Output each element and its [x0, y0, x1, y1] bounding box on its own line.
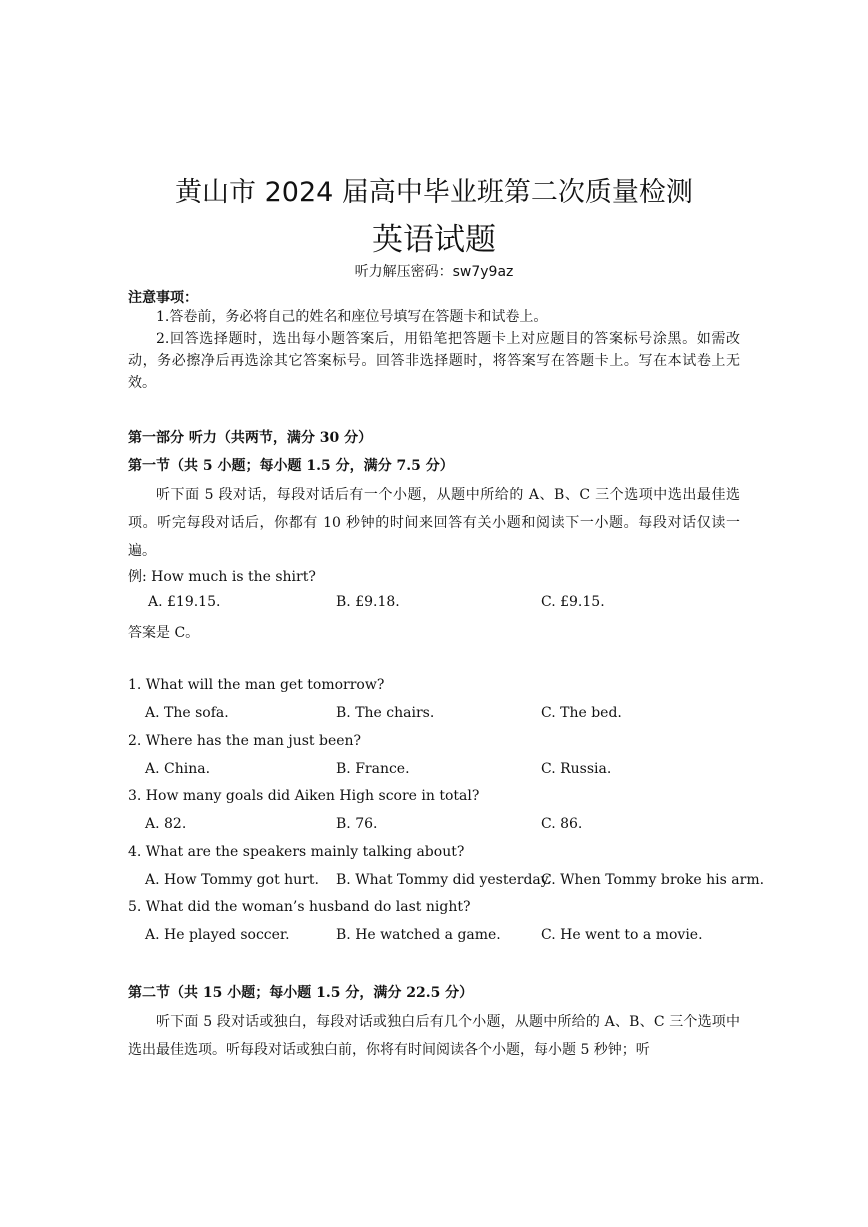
notes-item-2: 2.回答选择题时，选出每小题答案后，用铅笔把答题卡上对应题目的答案标号涂黑。如需改动，务必擦净后再选涂其它答案标号。回答非选择题时，将答案写在答题卡上。写在本试卷上无效。 [128, 331, 740, 391]
example-answer: 答案是 C。 [128, 625, 200, 641]
question-2-option-c: C. Russia. [541, 761, 612, 777]
question-2: 2. Where has the man just been? [128, 733, 362, 749]
listening-password: 听力解压密码：sw7y9az [354, 264, 514, 280]
question-4-option-b: B. What Tommy did yesterday. [336, 872, 552, 888]
section1-heading: 第一节（共 5 小题；每小题 1.5 分，满分 7.5 分） [128, 458, 454, 474]
question-1-option-c: C. The bed. [541, 705, 622, 721]
part1-heading: 第一部分 听力（共两节，满分 30 分） [128, 430, 373, 446]
question-2-option-a: A. China. [145, 761, 211, 777]
example-question: 例: How much is the shirt? [128, 569, 316, 585]
question-3: 3. How many goals did Aiken High score in total? [128, 788, 480, 804]
question-4-option-c: C. When Tommy broke his arm. [541, 872, 765, 888]
section2-heading: 第二节（共 15 小题；每小题 1.5 分，满分 22.5 分） [128, 985, 474, 1001]
question-1: 1. What will the man get tomorrow? [128, 677, 385, 693]
question-3-option-b: B. 76. [336, 816, 378, 832]
section1-instructions: 听下面 5 段对话，每段对话后有一个小题，从题中所给的 A、B、C 三个选项中选出最佳选项。听完每段对话后，你都有 10 秒钟的时间来回答有关小题和阅读下一小题。每段对话仅读一遍。 [128, 487, 740, 559]
question-5-option-c: C. He went to a movie. [541, 927, 703, 943]
exam-subject-title: 英语试题 [372, 222, 496, 258]
example-option-a: A. £19.15. [148, 594, 221, 610]
example-option-c: C. £9.15. [541, 594, 605, 610]
section2-instructions: 听下面 5 段对话或独白，每段对话或独白后有几个小题，从题中所给的 A、B、C 三个选项中选出最佳选项。听每段对话或独白前，你将有时间阅读各个小题，每小题 5 秒钟；听 [128, 1014, 740, 1058]
notes-item-1: 1.答卷前，务必将自己的姓名和座位号填写在答题卡和试卷上。 [156, 309, 548, 325]
question-3-option-c: C. 86. [541, 816, 583, 832]
question-1-option-b: B. The chairs. [336, 705, 435, 721]
question-2-option-b: B. France. [336, 761, 410, 777]
question-5-option-b: B. He watched a game. [336, 927, 501, 943]
question-3-option-a: A. 82. [145, 816, 187, 832]
example-option-b: B. £9.18. [336, 594, 400, 610]
question-4-option-a: A. How Tommy got hurt. [145, 872, 319, 888]
question-5: 5. What did the woman’s husband do last night? [128, 899, 471, 915]
question-4: 4. What are the speakers mainly talking about? [128, 844, 465, 860]
question-5-option-a: A. He played soccer. [145, 927, 290, 943]
exam-title: 黄山市 2024 届高中毕业班第二次质量检测 [175, 177, 693, 208]
notes-heading: 注意事项： [128, 290, 198, 306]
question-1-option-a: A. The sofa. [145, 705, 229, 721]
